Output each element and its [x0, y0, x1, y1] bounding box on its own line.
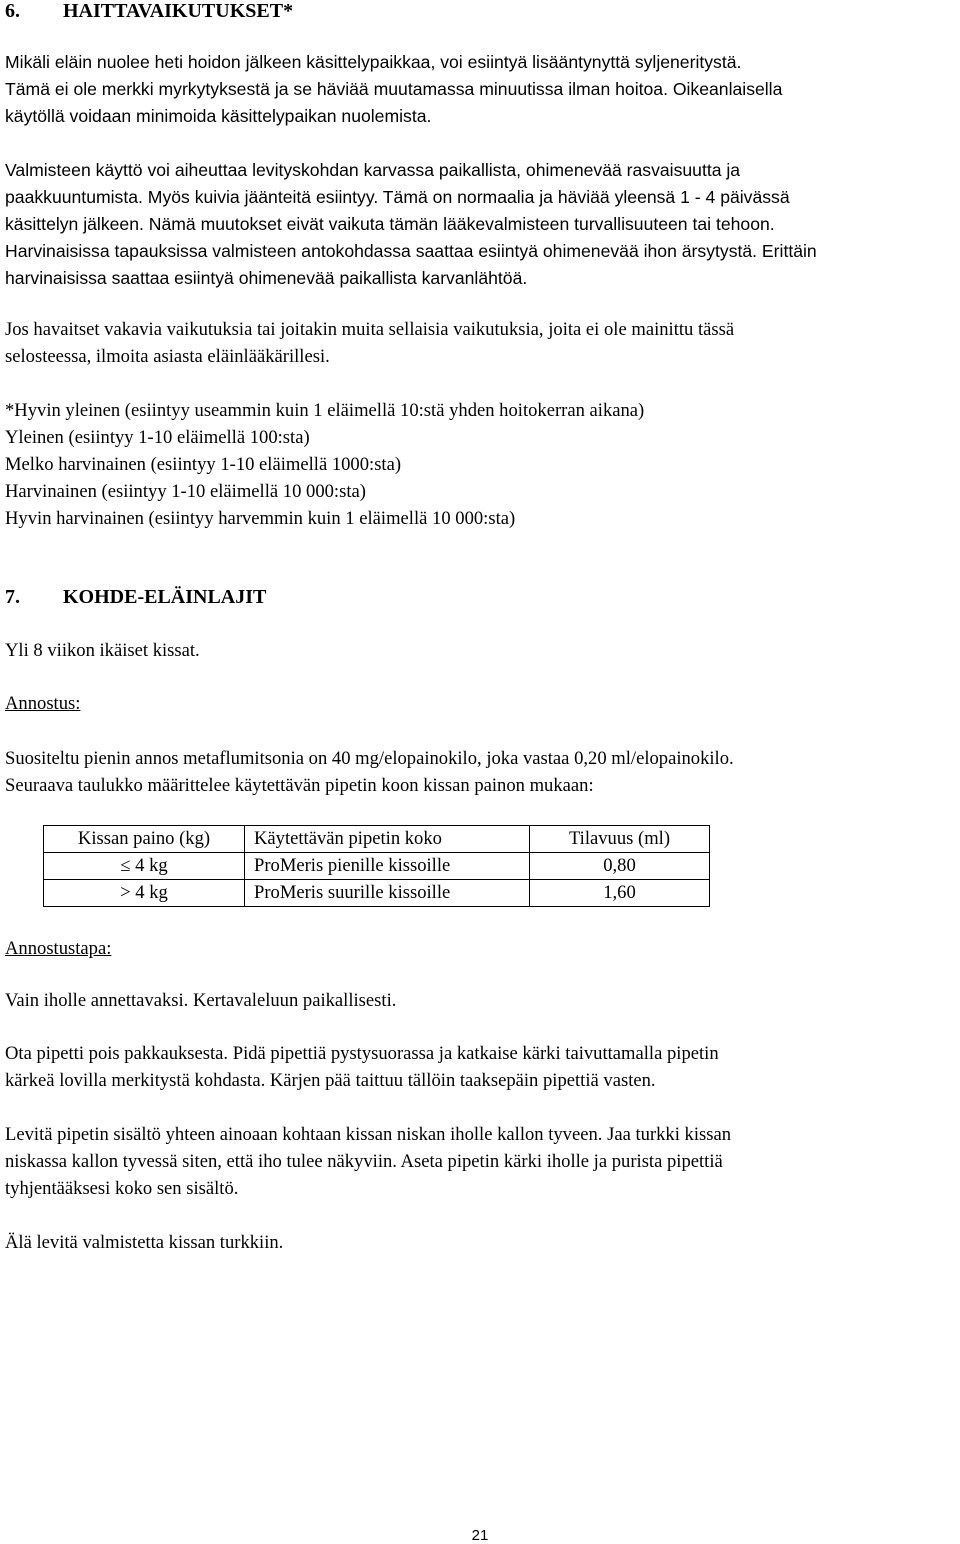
- frequency-line: Yleinen (esiintyy 1-10 eläimellä 100:sta): [5, 427, 310, 448]
- table-cell: 1,60: [530, 880, 710, 907]
- table-header-cell: Tilavuus (ml): [530, 826, 710, 853]
- target-species: [5, 637, 955, 664]
- section-6-paragraph-3: [5, 316, 955, 370]
- table-cell: 0,80: [530, 853, 710, 880]
- dosage-label: [5, 690, 955, 717]
- section-6-paragraph-1: [5, 49, 955, 130]
- text-line: paakkuuntumista. Myös kuivia jäänteitä esiintyy. Tämä on normaalia ja häviää yleensä 1 - 4 päivässä: [5, 187, 790, 207]
- dosage-table: [43, 825, 710, 907]
- frequency-definitions: [5, 397, 955, 532]
- section-7-number: 7.: [5, 586, 20, 608]
- text-line: [5, 76, 955, 103]
- table-row: [44, 853, 710, 880]
- table-row: [44, 880, 710, 907]
- table-header-cell: Käytettävän pipetin koko: [245, 826, 530, 853]
- dosage-label-text: Annostus:: [5, 693, 81, 714]
- page-number: 21: [471, 1527, 489, 1544]
- text-line: Seuraava taulukko määrittelee käytettävän pipetin koon kissan painon mukaan:: [5, 775, 594, 796]
- text-line: Ota pipetti pois pakkauksesta. Pidä pipettiä pystysuorassa ja katkaise kärki taivuttamalla pipetin: [5, 1043, 719, 1064]
- section-6-number: 6.: [5, 0, 20, 22]
- text-line: niskassa kallon tyvessä siten, että iho tulee näkyviin. Aseta pipetin kärki iholle ja purista pipettiä: [5, 1151, 723, 1172]
- text-line: tyhjentääksesi koko sen sisältö.: [5, 1178, 239, 1199]
- table-header-cell: Kissan paino (kg): [44, 826, 245, 853]
- final-note-text: Älä levitä valmistetta kissan turkkiin.: [5, 1232, 284, 1253]
- instructions-paragraph-2: [5, 1121, 955, 1202]
- text-line: harvinaisissa saattaa esiintyä ohimenevää paikallista karvanlähtöä.: [5, 268, 528, 288]
- frequency-line: Harvinainen (esiintyy 1-10 eläimellä 10 000:sta): [5, 481, 366, 502]
- target-species-text: Yli 8 viikon ikäiset kissat.: [5, 640, 200, 661]
- text-line: Mikäli eläin nuolee heti hoidon jälkeen käsittelypaikkaa, voi esiintyä lisääntynyttä syljeneritystä.: [5, 52, 742, 72]
- frequency-line: *Hyvin yleinen (esiintyy useammin kuin 1 eläimellä 10:stä yhden hoitokerran aikana): [5, 400, 645, 421]
- table-cell: ProMeris suurille kissoille: [245, 880, 530, 907]
- section-6-title: HAITTAVAIKUTUKSET*: [63, 0, 294, 22]
- text-line: Harvinaisissa tapauksissa valmisteen antokohdassa saattaa esiintyä ohimenevää ihon ärsytystä. Erittäin: [5, 241, 817, 261]
- method-label-text: Annostustapa:: [5, 938, 112, 959]
- text-line-sans-part: Tämä ei ole merkki myrkytyksestä ja se häviää muutamassa minuutissa ilman hoitoa. Oikeanlaisella: [5, 79, 783, 99]
- method-text: Vain iholle annettavaksi. Kertavaleluun paikallisesti.: [5, 990, 397, 1011]
- dosage-paragraph: [5, 745, 955, 799]
- table-cell: ProMeris pienille kissoille: [245, 853, 530, 880]
- table-header-row: [44, 826, 710, 853]
- section-6-paragraph-2: [5, 157, 955, 292]
- instructions-paragraph-1: [5, 1040, 955, 1094]
- section-7-title: KOHDE-ELÄINLAJIT: [63, 586, 267, 608]
- text-line: käsittelyn jälkeen. Nämä muutokset eivät vaikuta tämän lääkevalmisteen turvallisuuteen tai tehoon.: [5, 214, 775, 234]
- text-line: Jos havaitset vakavia vaikutuksia tai joitakin muita sellaisia vaikutuksia, joita ei ole mainittu tässä: [5, 319, 735, 340]
- text-line: selosteessa, ilmoita asiasta eläinlääkärillesi.: [5, 346, 330, 367]
- method-paragraph: [5, 987, 955, 1014]
- section-6-heading: [5, 0, 293, 23]
- table-cell: > 4 kg: [44, 880, 245, 907]
- text-line: kärkeä lovilla merkitystä kohdasta. Kärjen pää taittuu tällöin taaksepäin pipettiä vasten.: [5, 1070, 656, 1091]
- section-7-heading: [5, 585, 266, 609]
- text-line: Valmisteen käyttö voi aiheuttaa levityskohdan karvassa paikallista, ohimenevää rasvaisuutta ja: [5, 160, 741, 180]
- method-label: [5, 935, 955, 962]
- final-note: [5, 1229, 955, 1256]
- text-line: Suositeltu pienin annos metaflumitsonia on 40 mg/elopainokilo, joka vastaa 0,20 ml/elopainokilo.: [5, 748, 734, 769]
- frequency-line: Melko harvinainen (esiintyy 1-10 eläimellä 1000:sta): [5, 454, 402, 475]
- text-line: Levitä pipetin sisältö yhteen ainoaan kohtaan kissan niskan iholle kallon tyveen. Jaa turkki kissan: [5, 1124, 732, 1145]
- frequency-line: Hyvin harvinainen (esiintyy harvemmin kuin 1 eläimellä 10 000:sta): [5, 508, 516, 529]
- table-cell: ≤ 4 kg: [44, 853, 245, 880]
- text-line: käytöllä voidaan minimoida käsittelypaikan nuolemista.: [5, 106, 432, 126]
